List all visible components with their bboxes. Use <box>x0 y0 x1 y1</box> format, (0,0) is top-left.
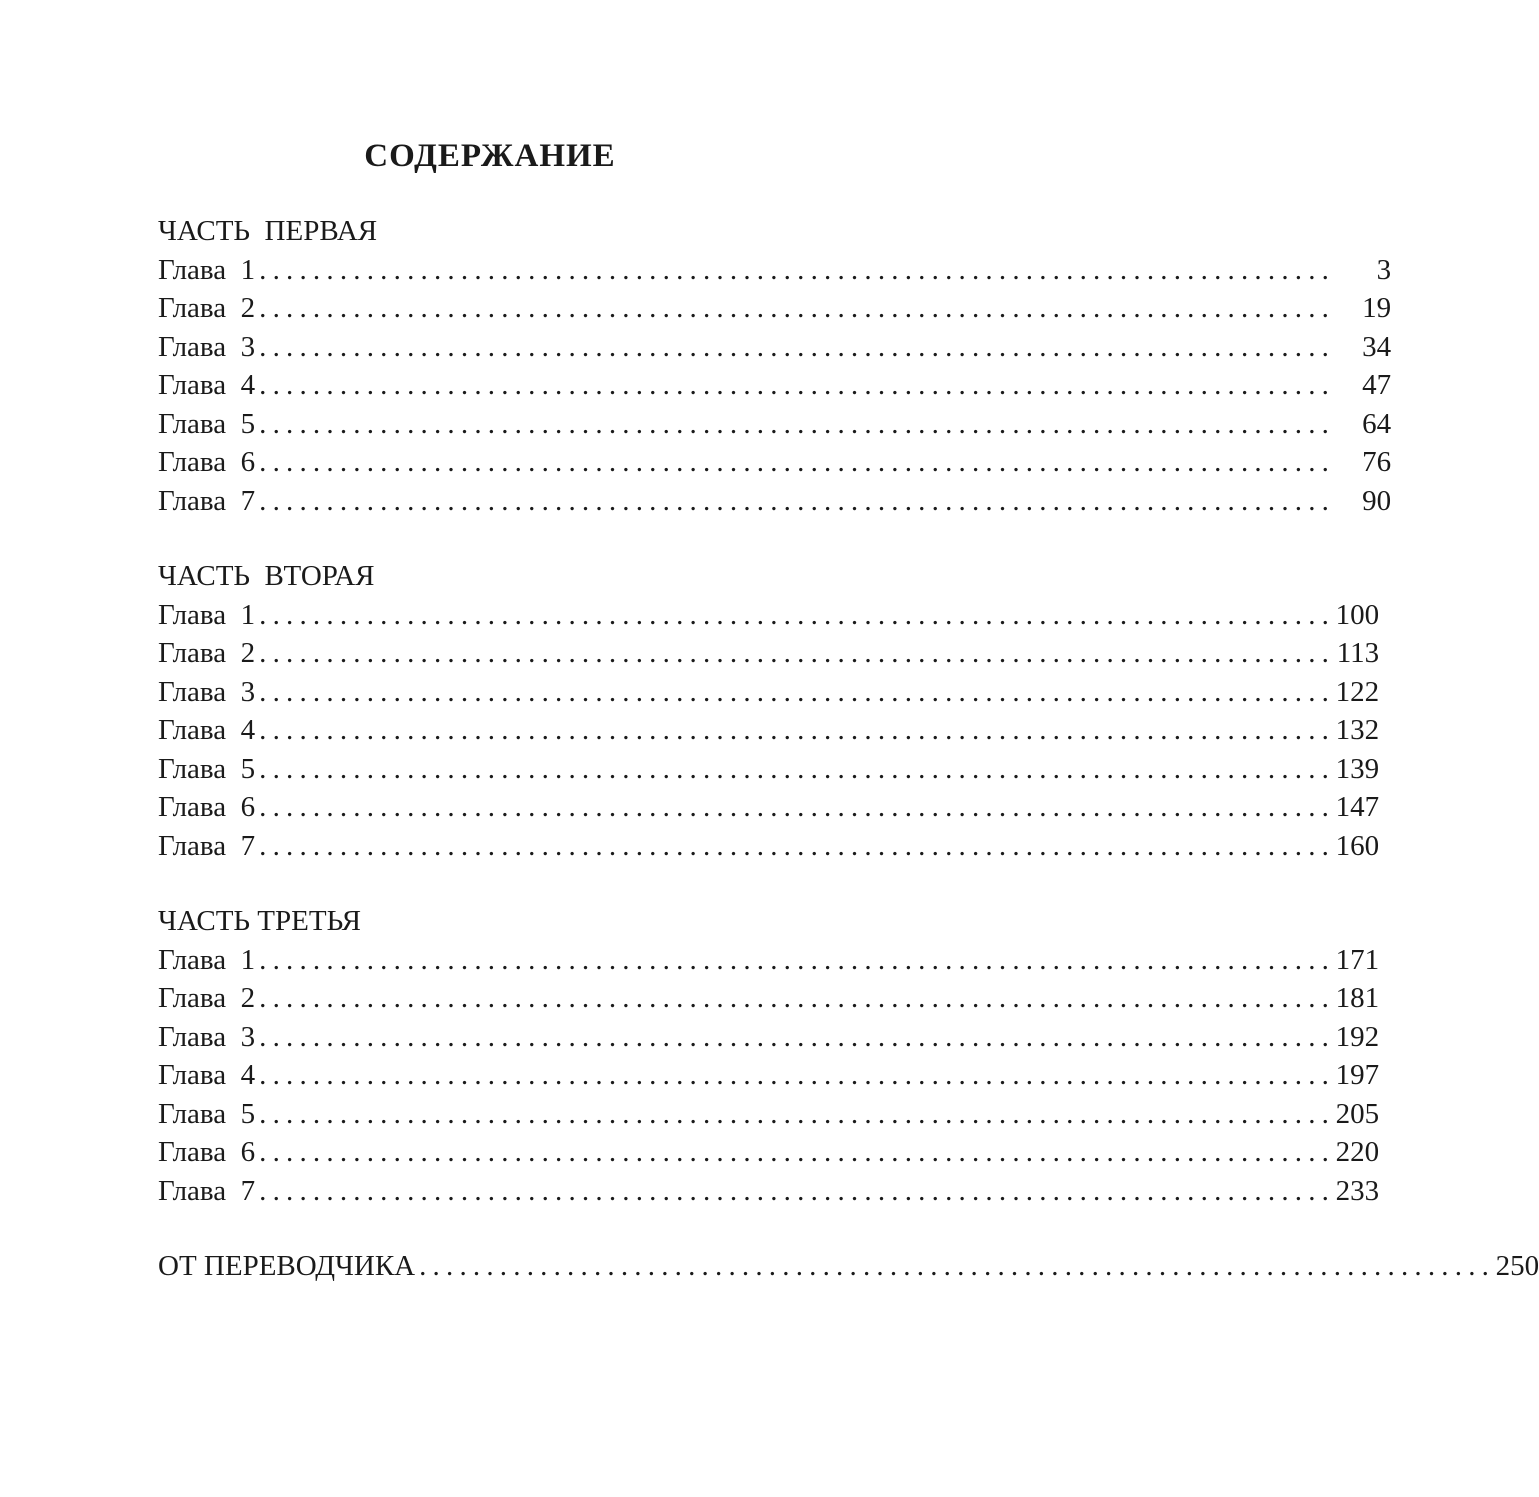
toc-entry[interactable] <box>158 596 1380 635</box>
chapter-label: Глава 1 <box>158 253 256 286</box>
page-number: 19 <box>1362 292 1392 324</box>
chapter-label: Глава 6 <box>158 1136 256 1168</box>
chapter-label: Глава 3 <box>158 675 256 708</box>
chapter-label: Глава 4 <box>158 1059 256 1091</box>
chapter-label: Глава 7 <box>158 1174 256 1207</box>
toc-entry[interactable] <box>158 289 1392 328</box>
page-number: 3 <box>1376 253 1392 286</box>
afterword-label: ОТ ПЕРЕВОДЧИКА <box>158 1250 416 1282</box>
dot-leader: ................................................................................ <box>259 253 1336 286</box>
toc-entry[interactable] <box>158 366 1392 405</box>
chapter-label: Глава 6 <box>158 791 256 823</box>
page-number: 220 <box>1335 1136 1380 1168</box>
toc-entry[interactable] <box>158 711 1380 750</box>
chapter-label: Глава 6 <box>158 446 256 478</box>
dot-leader: ................................................................................ <box>259 752 1336 785</box>
toc-entry[interactable] <box>158 827 1380 866</box>
page-title: СОДЕРЖАНИЕ <box>364 138 616 174</box>
chapter-label: Глава 4 <box>158 714 256 746</box>
page-number: 205 <box>1335 1097 1380 1130</box>
toc-part-2 <box>158 557 1380 865</box>
dot-leader: ................................................................................ <box>259 637 1336 669</box>
toc-entry[interactable] <box>158 443 1392 482</box>
dot-leader: ................................................................................ <box>259 982 1336 1014</box>
chapter-label: Глава 2 <box>158 637 256 669</box>
chapter-label: Глава 1 <box>158 598 256 631</box>
dot-leader: ................................................................................ <box>259 1097 1336 1130</box>
page-number: 147 <box>1335 791 1380 823</box>
dot-leader: ................................................................................ <box>259 1059 1336 1091</box>
page-number: 233 <box>1335 1174 1380 1207</box>
toc-entry[interactable] <box>158 482 1392 521</box>
dot-leader: ................................................................................ <box>419 1250 1496 1282</box>
part-heading: ЧАСТЬ ВТОРАЯ <box>158 560 375 592</box>
dot-leader: ................................................................................ <box>259 943 1336 976</box>
toc-entry[interactable] <box>158 634 1380 673</box>
toc-entry[interactable] <box>158 1133 1380 1172</box>
toc-entry[interactable] <box>158 405 1392 444</box>
dot-leader: ................................................................................ <box>259 446 1336 478</box>
page-number: 132 <box>1335 714 1380 746</box>
chapter-label: Глава 3 <box>158 1020 256 1053</box>
toc-entry[interactable] <box>158 979 1380 1018</box>
chapter-label: Глава 2 <box>158 292 256 324</box>
page-number: 34 <box>1362 330 1392 363</box>
toc-entry[interactable] <box>158 1018 1380 1057</box>
page-number: 139 <box>1335 752 1380 785</box>
dot-leader: ................................................................................ <box>259 1020 1336 1053</box>
chapter-label: Глава 2 <box>158 982 256 1014</box>
dot-leader: ................................................................................ <box>259 714 1336 746</box>
toc-entry[interactable] <box>158 673 1380 712</box>
toc-part-1 <box>158 212 1392 520</box>
page-number: 122 <box>1335 675 1380 708</box>
chapter-label: Глава 5 <box>158 407 256 440</box>
toc-entry[interactable] <box>158 251 1392 290</box>
page-number: 76 <box>1362 446 1392 478</box>
toc-entry[interactable] <box>158 1056 1380 1095</box>
chapter-label: Глава 4 <box>158 369 256 401</box>
toc-entry[interactable] <box>158 788 1380 827</box>
dot-leader: ................................................................................ <box>259 1174 1336 1207</box>
chapter-label: Глава 5 <box>158 1097 256 1130</box>
toc-entry[interactable] <box>158 750 1380 789</box>
page-number: 197 <box>1335 1059 1380 1091</box>
page-number: 113 <box>1336 637 1380 669</box>
chapter-label: Глава 3 <box>158 330 256 363</box>
page-number: 64 <box>1362 407 1392 440</box>
part-heading: ЧАСТЬ ТРЕТЬЯ <box>158 905 362 937</box>
dot-leader: ................................................................................ <box>259 675 1336 708</box>
toc-entry[interactable] <box>158 1172 1380 1211</box>
page-number: 160 <box>1335 829 1380 862</box>
toc-entry[interactable] <box>158 941 1380 980</box>
chapter-label: Глава 5 <box>158 752 256 785</box>
table-of-contents <box>158 212 1539 1286</box>
toc-entry[interactable] <box>158 1095 1380 1134</box>
dot-leader: ................................................................................ <box>259 791 1336 823</box>
dot-leader: ................................................................................ <box>259 829 1336 862</box>
toc-entry-afterword[interactable] <box>158 1247 1539 1286</box>
page-number: 181 <box>1335 982 1380 1014</box>
page-number: 192 <box>1335 1020 1380 1053</box>
page-number: 47 <box>1362 369 1392 401</box>
page-number: 100 <box>1335 598 1380 631</box>
chapter-label: Глава 1 <box>158 943 256 976</box>
dot-leader: ................................................................................ <box>259 369 1336 401</box>
dot-leader: ................................................................................ <box>259 292 1336 324</box>
dot-leader: ................................................................................ <box>259 484 1336 517</box>
page-number: 250 <box>1495 1250 1539 1282</box>
part-heading: ЧАСТЬ ПЕРВАЯ <box>158 215 378 247</box>
toc-afterword <box>158 1247 1539 1286</box>
page-number: 90 <box>1362 484 1392 517</box>
toc-entry[interactable] <box>158 328 1392 367</box>
chapter-label: Глава 7 <box>158 484 256 517</box>
dot-leader: ................................................................................ <box>259 1136 1336 1168</box>
toc-part-3 <box>158 902 1380 1210</box>
chapter-label: Глава 7 <box>158 829 256 862</box>
dot-leader: ................................................................................ <box>259 407 1336 440</box>
dot-leader: ................................................................................ <box>259 330 1336 363</box>
page-number: 171 <box>1335 943 1380 976</box>
dot-leader: ................................................................................ <box>259 598 1336 631</box>
